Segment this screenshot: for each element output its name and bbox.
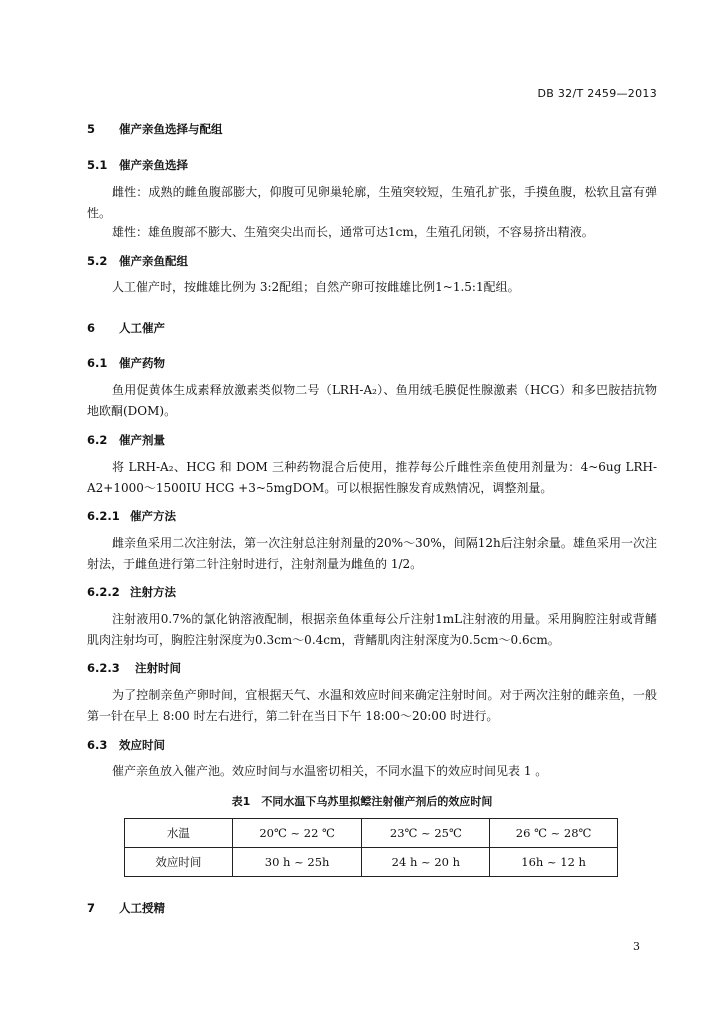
paragraph: 雄性：雄鱼腹部不膨大、生殖突尖出而长，通常可达1cm，生殖孔闭锁，不容易挤出精液。 bbox=[112, 225, 594, 239]
section-title: 注射方法 bbox=[130, 585, 176, 599]
section-6-2-3-heading bbox=[87, 660, 181, 676]
section-title: 注射时间 bbox=[135, 661, 181, 675]
section-number: 6 bbox=[87, 321, 96, 335]
paragraph: 雌亲鱼采用二次注射法，第一次注射总注射剂量的20%～30%，间隔12h后注射余量。雄鱼采用一次注射法，于雌鱼进行第二针注射时进行，注射剂量为雌鱼的 1/2。 bbox=[87, 536, 657, 571]
table-cell: 26 ℃ ~ 28℃ bbox=[490, 819, 618, 848]
section-5-heading bbox=[87, 121, 223, 137]
section-6-2-1-heading bbox=[87, 508, 176, 524]
table-cell: 效应时间 bbox=[125, 848, 233, 877]
paragraph: 催产亲鱼放入催产池。效应时间与水温密切相关，不同水温下的效应时间见表 1 。 bbox=[112, 764, 548, 778]
paragraph: 注射液用0.7%的氯化钠溶液配制，根据亲鱼体重每公斤注射1mL注射液的用量。采用胸腔注射或背鳍肌肉注射均可，胸腔注射深度为0.3cm～0.4cm，背鳍肌肉注射深度为0.5cm～0.6cm。 bbox=[87, 612, 657, 647]
paragraph: 人工催产时，按雌雄比例为 3:2配组；自然产卵可按雌雄比例1~1.5:1配组。 bbox=[112, 280, 520, 294]
paragraph: 鱼用促黄体生成素释放激素类似物二号（LRH-A₂）、鱼用绒毛膜促性腺激素（HCG）和多巴胺拮抗物地欧酮(DOM)。 bbox=[87, 383, 657, 418]
section-6-2-2-heading bbox=[87, 584, 176, 600]
section-title: 催产药物 bbox=[119, 356, 165, 370]
table-row bbox=[125, 848, 618, 877]
section-number: 7 bbox=[87, 901, 96, 915]
section-6-1-heading bbox=[87, 355, 165, 371]
section-number: 6.2.3 bbox=[87, 661, 120, 675]
section-number: 5.2 bbox=[87, 254, 108, 268]
section-6-3-heading bbox=[87, 737, 165, 753]
page-number: 3 bbox=[633, 940, 640, 953]
section-number: 6.3 bbox=[87, 738, 108, 752]
section-5-2-heading bbox=[87, 253, 188, 269]
paragraph: 将 LRH-A₂、HCG 和 DOM 三种药物混合后使用，推荐每公斤雌性亲鱼使用剂量为：4~6ug LRH-A2+1000～1500IU HCG +3~5mgDOM。可以根据性腺发育成熟情况，调整剂量。 bbox=[87, 460, 657, 495]
table-caption: 表1 不同水温下乌苏里拟鲿注射催产剂后的效应时间 bbox=[231, 795, 493, 808]
section-6-heading bbox=[87, 320, 165, 336]
table-cell: 24 h ~ 20 h bbox=[362, 848, 490, 877]
section-number: 5.1 bbox=[87, 158, 108, 172]
section-title: 催产亲鱼配组 bbox=[119, 254, 188, 268]
section-title: 人工催产 bbox=[119, 321, 165, 335]
section-number: 6.1 bbox=[87, 356, 108, 370]
table-cell: 水温 bbox=[125, 819, 233, 848]
section-number: 6.2 bbox=[87, 433, 108, 447]
section-title: 催产亲鱼选择 bbox=[119, 158, 188, 172]
section-title: 人工授精 bbox=[119, 901, 165, 915]
section-5-1-heading bbox=[87, 157, 188, 173]
table-cell: 23℃ ~ 25℃ bbox=[362, 819, 490, 848]
section-title: 催产亲鱼选择与配组 bbox=[119, 122, 223, 136]
paragraph: 为了控制亲鱼产卵时间，宜根据天气、水温和效应时间来确定注射时间。对于两次注射的雌亲鱼，一般第一针在早上 8:00 时左右进行，第二针在当日下午 18:00～20:00 时进行。 bbox=[87, 688, 657, 723]
table-cell: 20℃ ~ 22 ℃ bbox=[232, 819, 362, 848]
table-row bbox=[125, 819, 618, 848]
table-cell: 16h ~ 12 h bbox=[490, 848, 618, 877]
section-title: 效应时间 bbox=[119, 738, 165, 752]
section-number: 5 bbox=[87, 122, 96, 136]
document-number: DB 32/T 2459—2013 bbox=[537, 87, 657, 100]
section-7-heading bbox=[87, 900, 165, 916]
table-cell: 30 h ~ 25h bbox=[232, 848, 362, 877]
section-number: 6.2.1 bbox=[87, 509, 120, 523]
section-title: 催产方法 bbox=[130, 509, 176, 523]
section-6-2-heading bbox=[87, 432, 165, 448]
effect-time-table bbox=[124, 818, 618, 877]
paragraph: 雌性：成熟的雌鱼腹部膨大，仰腹可见卵巢轮廓，生殖突较短，生殖孔扩张，手摸鱼腹，松软且富有弹性。 bbox=[87, 185, 657, 220]
section-title: 催产剂量 bbox=[119, 433, 165, 447]
section-number: 6.2.2 bbox=[87, 585, 120, 599]
